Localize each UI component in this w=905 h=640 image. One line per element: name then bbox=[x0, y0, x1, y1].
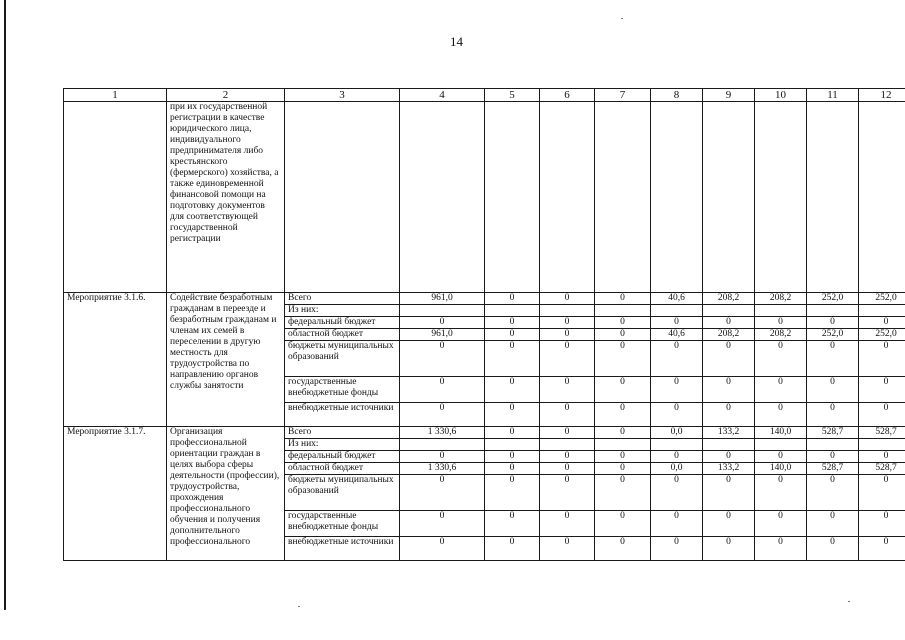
funding-source: областной бюджет bbox=[285, 463, 400, 475]
amount-cell: 0 bbox=[755, 317, 807, 329]
header-row bbox=[64, 89, 905, 102]
funding-source: Из них: bbox=[285, 439, 400, 451]
column-header: 12 bbox=[859, 89, 905, 102]
amount-cell: 0 bbox=[859, 403, 905, 427]
funding-source: федеральный бюджет bbox=[285, 317, 400, 329]
column-header: 8 bbox=[651, 89, 703, 102]
amount-cell: 0 bbox=[595, 377, 651, 403]
amount-cell bbox=[859, 305, 905, 317]
amount-cell: 528,7 bbox=[807, 463, 859, 475]
empty-cell bbox=[859, 102, 905, 293]
column-header: 1 bbox=[64, 89, 167, 102]
amount-cell: 0 bbox=[807, 511, 859, 537]
amount-cell: 0 bbox=[485, 317, 540, 329]
funding-source: федеральный бюджет bbox=[285, 451, 400, 463]
amount-cell: 1 330,6 bbox=[400, 427, 485, 439]
amount-cell: 0 bbox=[703, 537, 755, 561]
column-header: 2 bbox=[167, 89, 285, 102]
amount-cell bbox=[485, 305, 540, 317]
empty-cell bbox=[64, 102, 167, 293]
amount-cell: 133,2 bbox=[703, 463, 755, 475]
amount-cell: 0 bbox=[703, 341, 755, 377]
column-header: 4 bbox=[400, 89, 485, 102]
column-header: 9 bbox=[703, 89, 755, 102]
amount-cell: 0 bbox=[595, 427, 651, 439]
scan-speck bbox=[298, 606, 300, 607]
amount-cell: 0 bbox=[595, 511, 651, 537]
amount-cell: 0 bbox=[755, 475, 807, 511]
amount-cell: 0 bbox=[859, 511, 905, 537]
column-header: 10 bbox=[755, 89, 807, 102]
amount-cell: 0 bbox=[703, 377, 755, 403]
amount-cell: 528,7 bbox=[859, 463, 905, 475]
amount-cell: 0 bbox=[859, 341, 905, 377]
funding-source: внебюджетные источники bbox=[285, 403, 400, 427]
column-header: 5 bbox=[485, 89, 540, 102]
amount-cell: 0 bbox=[485, 403, 540, 427]
amount-cell: 140,0 bbox=[755, 427, 807, 439]
amount-cell: 252,0 bbox=[807, 293, 859, 305]
scan-speck bbox=[848, 601, 850, 602]
continuation-text: при их государственной регистрации в качестве юридического лица, индивидуального предпринимателя либо крестьянского (фермерского) хозяйства, а также единовременной финансовой помощи на подготовку документов для соответствующей государственной регистрации bbox=[167, 102, 285, 293]
amount-cell: 0 bbox=[755, 451, 807, 463]
empty-cell bbox=[285, 102, 400, 293]
amount-cell: 252,0 bbox=[859, 293, 905, 305]
funding-source: областной бюджет bbox=[285, 329, 400, 341]
amount-cell: 0 bbox=[400, 475, 485, 511]
funding-source: государственные внебюджетные фонды bbox=[285, 377, 400, 403]
funding-source: Всего bbox=[285, 427, 400, 439]
amount-cell: 0 bbox=[703, 403, 755, 427]
amount-cell: 0 bbox=[807, 317, 859, 329]
amount-cell: 0,0 bbox=[651, 427, 703, 439]
amount-cell: 0 bbox=[595, 537, 651, 561]
amount-cell: 208,2 bbox=[703, 329, 755, 341]
amount-cell: 0 bbox=[595, 317, 651, 329]
amount-cell: 0 bbox=[485, 451, 540, 463]
amount-cell: 0 bbox=[400, 511, 485, 537]
empty-cell bbox=[807, 102, 859, 293]
funding-source: государственные внебюджетные фонды bbox=[285, 511, 400, 537]
amount-cell: 0 bbox=[540, 317, 595, 329]
amount-cell: 0 bbox=[485, 377, 540, 403]
amount-cell: 0 bbox=[595, 463, 651, 475]
amount-cell: 0 bbox=[595, 329, 651, 341]
scan-speck bbox=[621, 18, 623, 19]
amount-cell: 0 bbox=[595, 293, 651, 305]
amount-cell: 0 bbox=[859, 537, 905, 561]
amount-cell bbox=[807, 439, 859, 451]
empty-cell bbox=[755, 102, 807, 293]
amount-cell: 0 bbox=[859, 451, 905, 463]
amount-cell: 961,0 bbox=[400, 293, 485, 305]
amount-cell: 0 bbox=[540, 463, 595, 475]
amount-cell bbox=[595, 305, 651, 317]
amount-cell: 0 bbox=[651, 475, 703, 511]
activity-description: Содействие безработным гражданам в переезде и безработным гражданам и членам их семей в переселении в другую местность для трудоустройства по направлению органов службы занятости bbox=[167, 293, 285, 427]
amount-cell: 0 bbox=[859, 377, 905, 403]
amount-cell: 252,0 bbox=[807, 329, 859, 341]
amount-cell bbox=[400, 439, 485, 451]
amount-cell bbox=[651, 305, 703, 317]
amount-cell: 0 bbox=[485, 511, 540, 537]
amount-cell: 0 bbox=[807, 537, 859, 561]
amount-cell: 0 bbox=[540, 475, 595, 511]
amount-cell: 0 bbox=[400, 451, 485, 463]
amount-cell: 0 bbox=[595, 475, 651, 511]
empty-cell bbox=[595, 102, 651, 293]
amount-cell: 0 bbox=[540, 341, 595, 377]
amount-cell: 0 bbox=[540, 293, 595, 305]
amount-cell: 140,0 bbox=[755, 463, 807, 475]
amount-cell: 208,2 bbox=[755, 293, 807, 305]
amount-cell: 528,7 bbox=[807, 427, 859, 439]
amount-cell: 0 bbox=[755, 403, 807, 427]
activity-description: Организация профессиональной ориентации граждан в целях выбора сферы деятельности (профессии), трудоустройства, прохождения профессионального обучения и получения дополнительного профессионального bbox=[167, 427, 285, 561]
amount-cell: 0 bbox=[400, 317, 485, 329]
amount-cell: 0 bbox=[400, 403, 485, 427]
activity-code: Мероприятие 3.1.6. bbox=[64, 293, 167, 427]
amount-cell: 0 bbox=[400, 537, 485, 561]
amount-cell bbox=[595, 439, 651, 451]
amount-cell: 0 bbox=[540, 451, 595, 463]
amount-cell: 0 bbox=[651, 377, 703, 403]
amount-cell: 0 bbox=[540, 329, 595, 341]
funding-table bbox=[63, 88, 905, 561]
amount-cell: 0 bbox=[703, 511, 755, 537]
amount-cell bbox=[859, 439, 905, 451]
amount-cell bbox=[755, 439, 807, 451]
column-header: 11 bbox=[807, 89, 859, 102]
amount-cell: 1 330,6 bbox=[400, 463, 485, 475]
activity-code: Мероприятие 3.1.7. bbox=[64, 427, 167, 561]
amount-cell: 0 bbox=[651, 537, 703, 561]
amount-cell: 208,2 bbox=[755, 329, 807, 341]
empty-cell bbox=[703, 102, 755, 293]
amount-cell: 0 bbox=[400, 377, 485, 403]
amount-cell: 0 bbox=[485, 537, 540, 561]
amount-cell: 0 bbox=[540, 377, 595, 403]
funding-row bbox=[64, 293, 905, 305]
page-left-edge bbox=[4, 0, 6, 610]
amount-cell bbox=[651, 439, 703, 451]
funding-source: внебюджетные источники bbox=[285, 537, 400, 561]
amount-cell: 252,0 bbox=[859, 329, 905, 341]
amount-cell bbox=[703, 305, 755, 317]
amount-cell: 133,2 bbox=[703, 427, 755, 439]
amount-cell: 0 bbox=[540, 537, 595, 561]
amount-cell bbox=[485, 439, 540, 451]
amount-cell: 208,2 bbox=[703, 293, 755, 305]
column-header: 3 bbox=[285, 89, 400, 102]
amount-cell: 0 bbox=[485, 463, 540, 475]
amount-cell: 528,7 bbox=[859, 427, 905, 439]
amount-cell: 0 bbox=[859, 475, 905, 511]
funding-source: Из них: bbox=[285, 305, 400, 317]
amount-cell bbox=[400, 305, 485, 317]
amount-cell: 0 bbox=[595, 341, 651, 377]
amount-cell: 0 bbox=[807, 403, 859, 427]
amount-cell: 0 bbox=[755, 537, 807, 561]
amount-cell: 0 bbox=[651, 511, 703, 537]
amount-cell: 0 bbox=[485, 427, 540, 439]
amount-cell: 0 bbox=[595, 451, 651, 463]
amount-cell: 0 bbox=[651, 317, 703, 329]
amount-cell: 0 bbox=[703, 317, 755, 329]
amount-cell: 0 bbox=[755, 341, 807, 377]
funding-row bbox=[64, 427, 905, 439]
amount-cell: 0 bbox=[703, 475, 755, 511]
amount-cell: 0 bbox=[595, 403, 651, 427]
column-header: 6 bbox=[540, 89, 595, 102]
amount-cell: 0 bbox=[485, 341, 540, 377]
amount-cell: 0 bbox=[485, 293, 540, 305]
amount-cell: 0 bbox=[540, 427, 595, 439]
amount-cell bbox=[540, 439, 595, 451]
amount-cell: 0 bbox=[807, 341, 859, 377]
amount-cell: 961,0 bbox=[400, 329, 485, 341]
amount-cell bbox=[807, 305, 859, 317]
empty-cell bbox=[485, 102, 540, 293]
amount-cell: 0 bbox=[540, 511, 595, 537]
amount-cell: 0 bbox=[485, 475, 540, 511]
amount-cell: 40,6 bbox=[651, 293, 703, 305]
amount-cell: 0 bbox=[755, 377, 807, 403]
funding-source: Всего bbox=[285, 293, 400, 305]
amount-cell: 0 bbox=[807, 451, 859, 463]
empty-cell bbox=[651, 102, 703, 293]
amount-cell: 0 bbox=[703, 451, 755, 463]
funding-source: бюджеты муниципальных образований bbox=[285, 341, 400, 377]
amount-cell: 0 bbox=[485, 329, 540, 341]
page-number: 14 bbox=[450, 34, 463, 49]
amount-cell: 0 bbox=[755, 511, 807, 537]
amount-cell: 0 bbox=[859, 317, 905, 329]
continuation-row bbox=[64, 102, 905, 293]
amount-cell: 0 bbox=[651, 451, 703, 463]
amount-cell bbox=[703, 439, 755, 451]
table-body bbox=[64, 89, 905, 561]
amount-cell: 0 bbox=[540, 403, 595, 427]
amount-cell: 0 bbox=[807, 377, 859, 403]
empty-cell bbox=[540, 102, 595, 293]
column-header: 7 bbox=[595, 89, 651, 102]
amount-cell: 0 bbox=[400, 341, 485, 377]
amount-cell: 40,6 bbox=[651, 329, 703, 341]
funding-source: бюджеты муниципальных образований bbox=[285, 475, 400, 511]
amount-cell bbox=[755, 305, 807, 317]
amount-cell: 0,0 bbox=[651, 463, 703, 475]
amount-cell: 0 bbox=[651, 341, 703, 377]
amount-cell: 0 bbox=[807, 475, 859, 511]
empty-cell bbox=[400, 102, 485, 293]
amount-cell: 0 bbox=[651, 403, 703, 427]
amount-cell bbox=[540, 305, 595, 317]
